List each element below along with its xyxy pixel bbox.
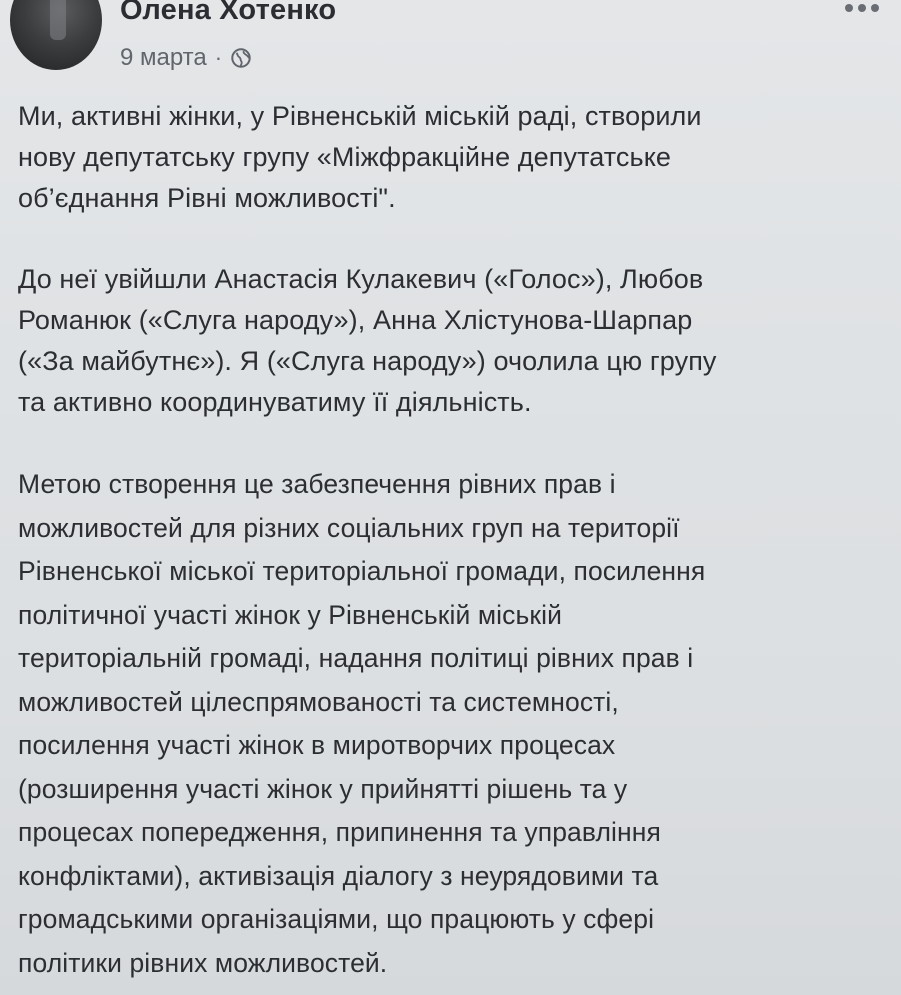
post-paragraph-3: Метою створення це забезпечення рівних прав і можливостей для різних соціальних груп на території Рівненської міської територіальної громади, посилення політичної участі жінок у Рівненській міській територіальній громаді, надання політиці рівних прав і можливостей цілеспрямованості та системності, посилення участі жінок в миротворчих процесах (розширення участі жінок у прийнятті рішень та у процесах попередження, припинення та управління конфліктами), активізація діалогу з неурядовими та громадськими організаціями, що працюють у сфері політики рівних можливостей. <box>18 469 706 978</box>
post-text <box>18 96 888 985</box>
post-paragraph-1: Ми, активні жінки, у Рівненській міській раді, створили нову депутатську групу «Міжфракційне депутатське об’єднання Рівні можливості". <box>18 101 702 213</box>
post-header <box>0 0 901 90</box>
more-options-icon[interactable] <box>845 4 879 12</box>
author-name[interactable]: Олена Хотенко <box>120 0 337 26</box>
more-dot <box>858 4 866 12</box>
author-avatar[interactable] <box>10 0 102 70</box>
more-dot <box>845 4 853 12</box>
more-dot <box>871 4 879 12</box>
post-date[interactable]: 9 марта <box>120 44 207 71</box>
globe-icon[interactable] <box>230 47 252 69</box>
meta-separator: · <box>214 45 223 70</box>
post-meta <box>120 44 252 72</box>
post-paragraph-2: До неї увійшли Анастасія Кулакевич («Голос»), Любов Романюк («Слуга народу»), Анна Хлістунова-Шарпар («За майбутнє»). Я («Слуга народу») очолила цю групу та активно координуватиму її діяльність. <box>18 264 717 417</box>
